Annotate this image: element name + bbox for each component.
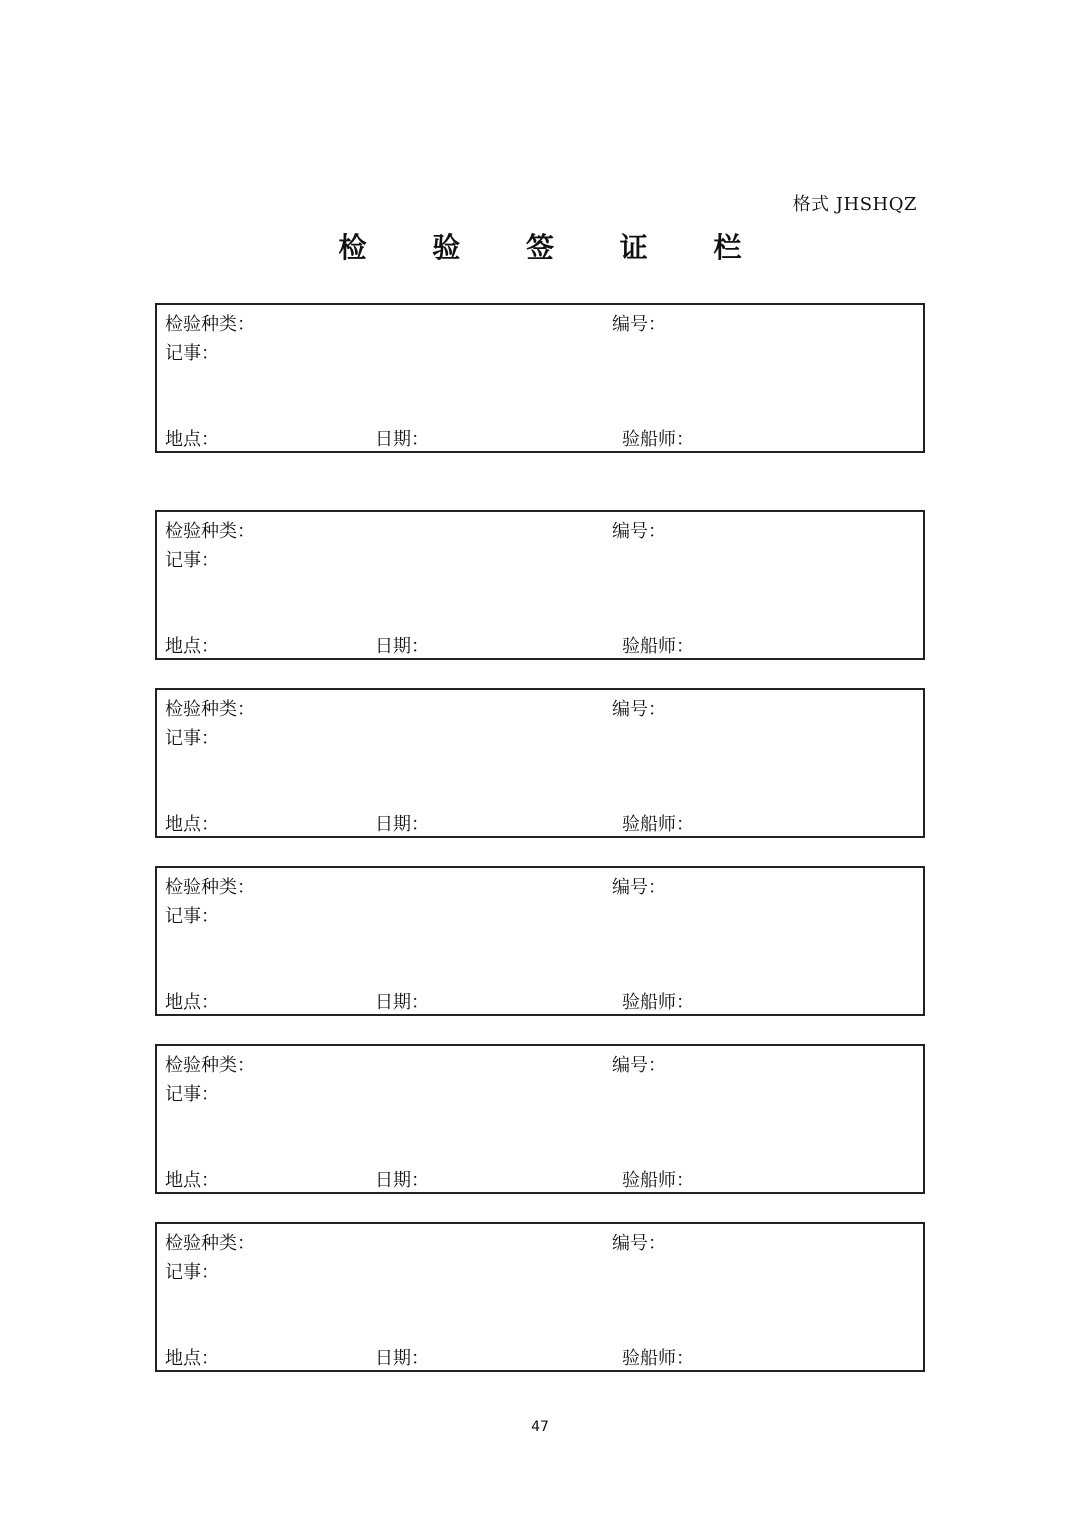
place-label: 地点： [165, 1348, 219, 1369]
endorsement-box-5 [155, 1044, 925, 1194]
surveyor-label: 验船师： [622, 636, 694, 657]
date-label: 日期： [375, 636, 429, 657]
number-label: 编号： [612, 314, 666, 335]
inspection-type-label: 检验种类： [165, 521, 255, 542]
place-label: 地点： [165, 636, 219, 657]
number-label: 编号： [612, 1233, 666, 1254]
endorsement-box-6 [155, 1222, 925, 1372]
date-label: 日期： [375, 1348, 429, 1369]
date-label: 日期： [375, 429, 429, 450]
endorsement-box-4 [155, 866, 925, 1016]
date-label: 日期： [375, 814, 429, 835]
surveyor-label: 验船师： [622, 814, 694, 835]
number-label: 编号： [612, 877, 666, 898]
surveyor-label: 验船师： [622, 1348, 694, 1369]
endorsement-box-1 [155, 303, 925, 453]
place-label: 地点： [165, 992, 219, 1013]
format-code: 格式 JHSHQZ [792, 194, 917, 215]
endorsement-box-3 [155, 688, 925, 838]
surveyor-label: 验船师： [622, 992, 694, 1013]
place-label: 地点： [165, 1170, 219, 1191]
notes-label: 记事： [165, 550, 219, 571]
inspection-type-label: 检验种类： [165, 699, 255, 720]
page-title: 检 验 签 证 栏 [338, 231, 770, 264]
endorsement-box-2 [155, 510, 925, 660]
page-number: 47 [531, 1419, 549, 1435]
inspection-type-label: 检验种类： [165, 877, 255, 898]
notes-label: 记事： [165, 728, 219, 749]
surveyor-label: 验船师： [622, 1170, 694, 1191]
place-label: 地点： [165, 429, 219, 450]
date-label: 日期： [375, 992, 429, 1013]
notes-label: 记事： [165, 1084, 219, 1105]
notes-label: 记事： [165, 1262, 219, 1283]
place-label: 地点： [165, 814, 219, 835]
inspection-type-label: 检验种类： [165, 314, 255, 335]
notes-label: 记事： [165, 343, 219, 364]
notes-label: 记事： [165, 906, 219, 927]
number-label: 编号： [612, 699, 666, 720]
surveyor-label: 验船师： [622, 429, 694, 450]
inspection-type-label: 检验种类： [165, 1055, 255, 1076]
inspection-type-label: 检验种类： [165, 1233, 255, 1254]
number-label: 编号： [612, 521, 666, 542]
date-label: 日期： [375, 1170, 429, 1191]
number-label: 编号： [612, 1055, 666, 1076]
